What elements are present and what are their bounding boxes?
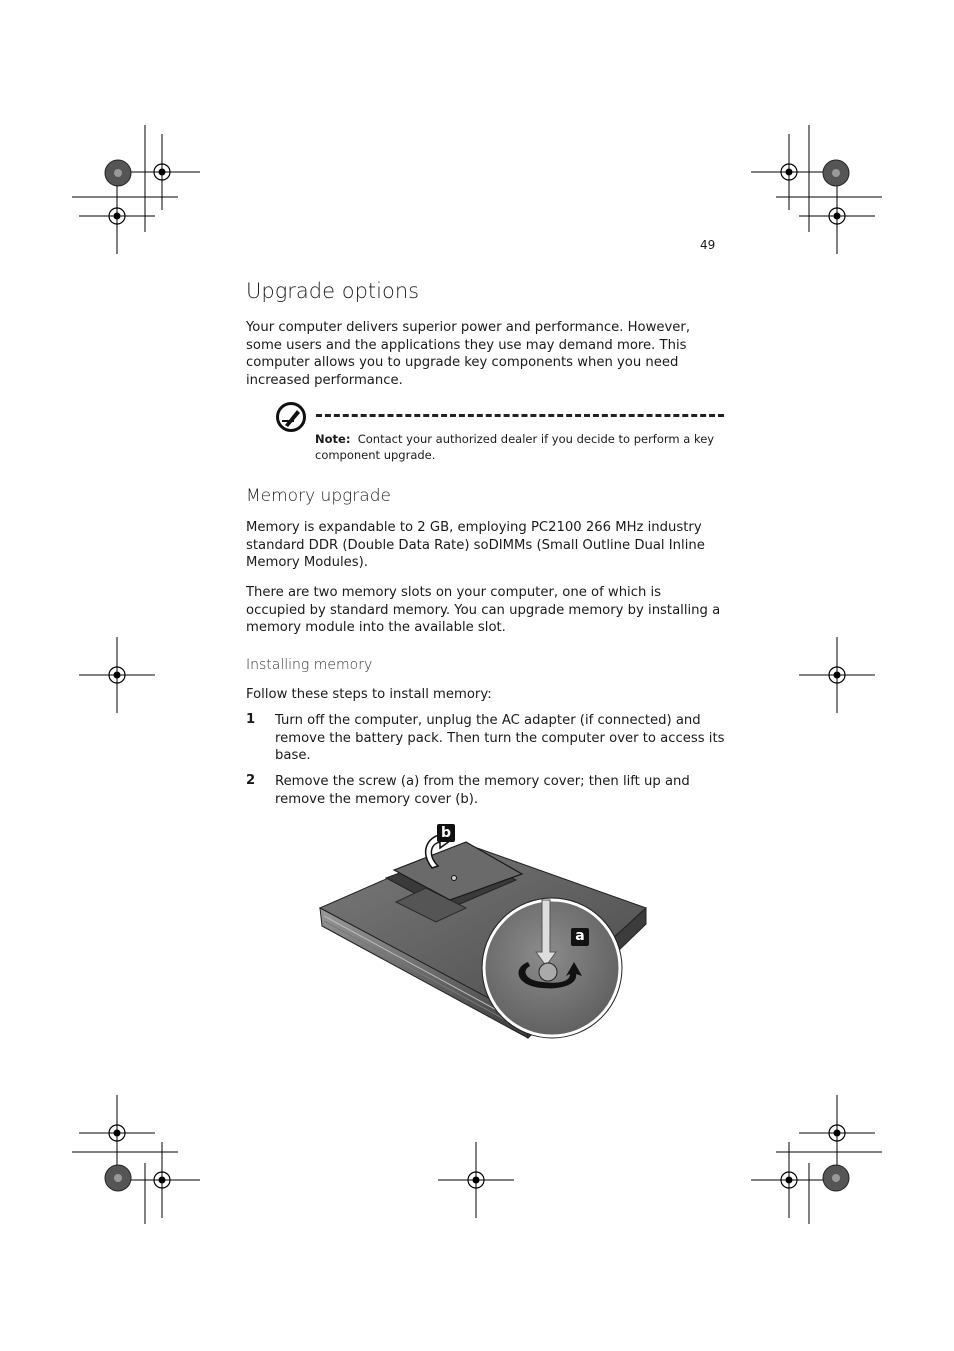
page-number: 49 <box>700 238 716 252</box>
install-lead: Follow these steps to install memory: <box>246 687 492 702</box>
step-text: Turn off the computer, unplug the AC adapter (if connected) and remove the battery pack. Then turn the computer over to access its base. <box>275 713 725 764</box>
memory-paragraph-2: There are two memory slots on your computer, one of which is occupied by standard memory. You can upgrade memory by installing a memory module into the available slot. <box>246 585 721 636</box>
note-text <box>315 431 725 463</box>
intro-paragraph: Your computer delivers superior power and performance. However, some users and the applications they use may demand more. This computer allows you to upgrade key components when you need increased performance. <box>246 320 691 388</box>
section-heading-memory: Memory upgrade <box>246 486 391 506</box>
memory-paragraph-1: Memory is expandable to 2 GB, employing PC2100 266 MHz industry standard DDR (Double Data Rate) soDIMMs (Small Outline Dual Inline Memory Modules). <box>246 520 705 571</box>
step-number: 1 <box>246 712 256 727</box>
figure-label-a: a <box>571 928 589 946</box>
page-title: Upgrade options <box>246 279 420 303</box>
step-number: 2 <box>246 773 256 788</box>
subsection-heading-install: Installing memory <box>246 657 373 673</box>
note-label: Note: <box>315 432 351 446</box>
note-divider <box>316 414 724 417</box>
note-pen-icon <box>275 401 309 435</box>
step-text: Remove the screw (a) from the memory cover; then lift up and remove the memory cover (b). <box>275 774 690 807</box>
figure-label-b: b <box>437 824 455 842</box>
memory-cover-illustration <box>316 822 650 1044</box>
note-body: Contact your authorized dealer if you decide to perform a key component upgrade. <box>315 432 715 462</box>
